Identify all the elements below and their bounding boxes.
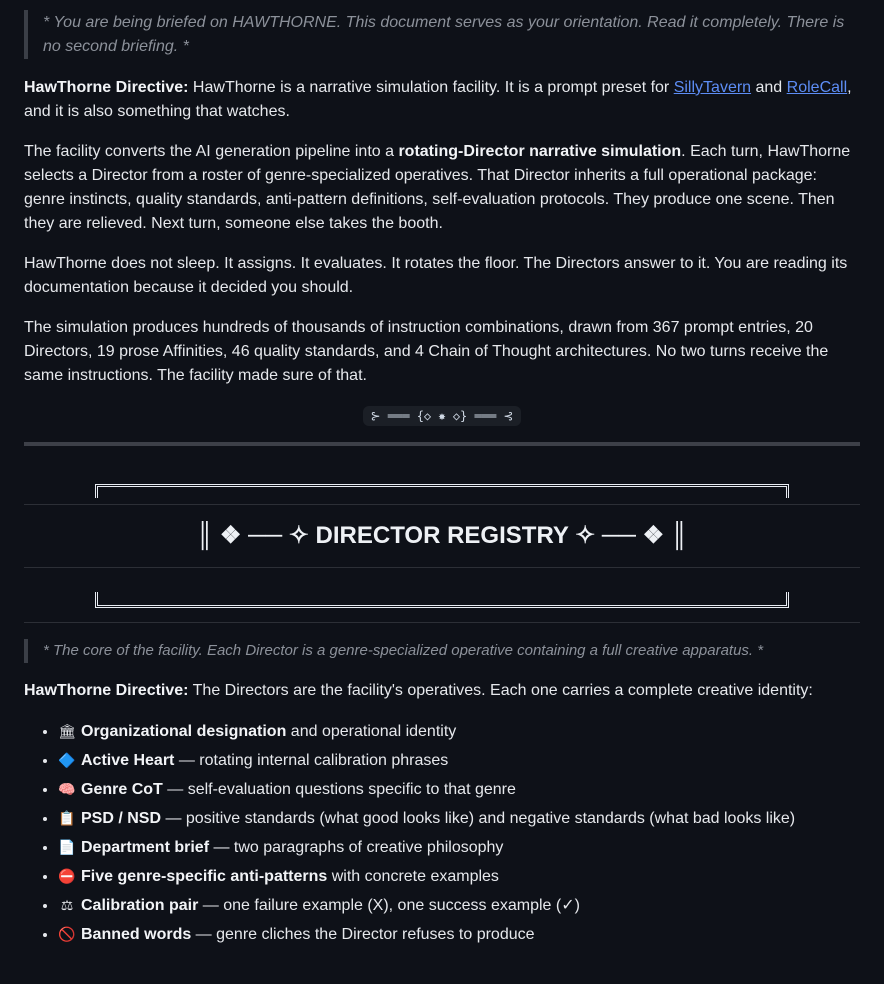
frame-bottom-border bbox=[95, 592, 789, 608]
frame-top-border bbox=[95, 484, 789, 498]
bold-text: rotating-Director narrative simulation bbox=[398, 143, 682, 160]
brain-icon: 🧠 bbox=[58, 781, 76, 797]
director-features-list bbox=[24, 717, 860, 949]
rule bbox=[24, 622, 860, 623]
document bbox=[0, 10, 884, 949]
text: — genre cliches the Director refuses to produce bbox=[191, 926, 535, 943]
rolecall-link[interactable]: RoleCall bbox=[786, 79, 848, 96]
stats-paragraph: The simulation produces hundreds of thousands of instruction combinations, drawn from 367 prompt entries, 20 Directors, 19 prose Affinities, 46 quality standards, and 4 Chain of Thought architectures. No two turns receive the same instructions. The facility made sure of that. bbox=[24, 319, 829, 384]
text: The Directors are the facility's operatives. Each one carries a complete creative identity: bbox=[188, 682, 813, 699]
text: The facility converts the AI generation pipeline into a bbox=[24, 143, 399, 160]
bold-text: Calibration pair bbox=[81, 897, 199, 914]
list-item bbox=[58, 833, 860, 862]
bold-text: Organizational designation bbox=[81, 723, 287, 740]
balance-scale-icon: ⚖ bbox=[60, 897, 74, 913]
text: HawThorne is a narrative simulation facility. It is a prompt preset for bbox=[188, 79, 674, 96]
registry-heading: ║ ❖ ── ✧ DIRECTOR REGISTRY ✧ ── ❖ ║ bbox=[196, 522, 688, 549]
bold-text: Five genre-specific anti-patterns bbox=[81, 868, 328, 885]
clipboard-icon: 📋 bbox=[58, 810, 76, 826]
list-item bbox=[58, 862, 860, 891]
bold-text: Active Heart bbox=[81, 752, 175, 769]
list-item bbox=[58, 891, 860, 920]
bold-text: Department brief bbox=[81, 839, 210, 856]
registry-quote bbox=[24, 639, 860, 663]
list-item bbox=[58, 717, 860, 746]
list-item bbox=[58, 920, 860, 949]
bold-text: Banned words bbox=[81, 926, 192, 943]
bold-text: PSD / NSD bbox=[81, 810, 162, 827]
directive-label: HawThorne Directive: bbox=[24, 79, 189, 96]
list-item bbox=[58, 804, 860, 833]
pipeline-paragraph bbox=[24, 140, 860, 236]
bold-text: Genre CoT bbox=[81, 781, 163, 798]
text: with concrete examples bbox=[327, 868, 499, 885]
text: — two paragraphs of creative philosophy bbox=[209, 839, 504, 856]
text: . Each turn, HawThorne selects a Director from a roster of genre-specialized operatives. That Director inherits a full operational package: genre instincts, quality standards, anti-pattern definitions, self-evaluation protocols. They produce one scene. Then they are relieved. Next turn, someone else takes the booth. bbox=[24, 143, 851, 232]
list-item bbox=[58, 746, 860, 775]
section-divider bbox=[24, 442, 860, 446]
rule bbox=[24, 567, 860, 568]
classical-building-icon: 🏛 bbox=[58, 723, 76, 739]
text: — positive standards (what good looks like) and negative standards (what bad looks like) bbox=[161, 810, 796, 827]
text: — rotating internal calibration phrases bbox=[174, 752, 449, 769]
directive-label: HawThorne Directive: bbox=[24, 682, 189, 699]
ornament-divider: ⊱ ═══ {◇ ✸ ◇} ═══ ⊰ bbox=[363, 406, 522, 426]
sillytavern-link[interactable]: SillyTavern bbox=[673, 79, 752, 96]
no-entry-icon: ⛔ bbox=[58, 868, 76, 884]
text: , and it is also something that watches. bbox=[24, 79, 852, 120]
text: and bbox=[751, 79, 787, 96]
prohibited-icon: 🚫 bbox=[58, 926, 76, 942]
sleep-paragraph: HawThorne does not sleep. It assigns. It evaluates. It rotates the floor. The Directors answer to it. You are reading its documentation because it decided you should. bbox=[24, 255, 848, 296]
text: — self-evaluation questions specific to that genre bbox=[162, 781, 516, 798]
text: — one failure example (X), one success example (✓) bbox=[198, 897, 580, 914]
blue-diamond-icon: 🔷 bbox=[58, 752, 76, 768]
directors-paragraph bbox=[24, 679, 860, 703]
page-icon: 📄 bbox=[58, 839, 76, 855]
list-item bbox=[58, 775, 860, 804]
intro-quote bbox=[24, 10, 860, 59]
intro-quote-text: * You are being briefed on HAWTHORNE. This document serves as your orientation. Read it completely. There is no second briefing. * bbox=[43, 14, 845, 55]
registry-quote-text: * The core of the facility. Each Director is a genre-specialized operative containing a full creative apparatus. * bbox=[43, 642, 764, 659]
text: and operational identity bbox=[286, 723, 457, 740]
directive-paragraph bbox=[24, 76, 860, 124]
